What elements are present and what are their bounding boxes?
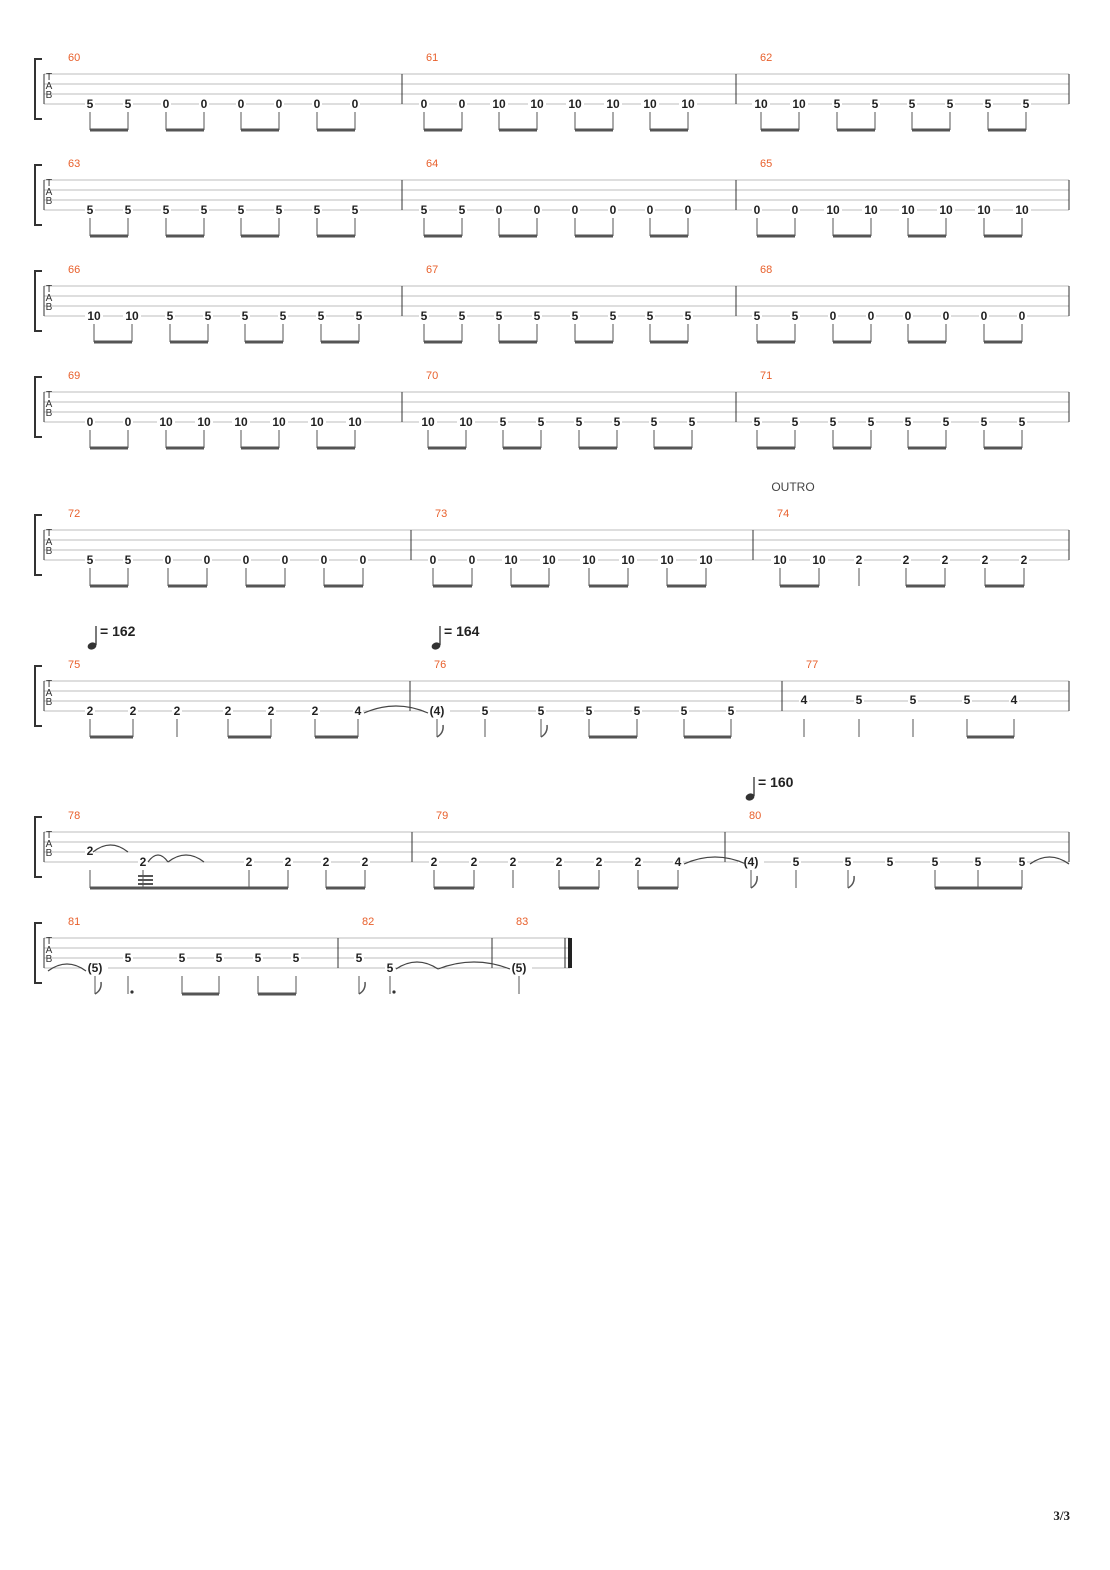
tab-clef-letter: A	[45, 399, 53, 410]
fret-number: 5	[124, 203, 132, 217]
fret-number: 10	[272, 415, 286, 429]
tempo-value: = 160	[758, 774, 794, 790]
measure-number: 67	[426, 264, 439, 276]
system-bracket	[35, 59, 42, 119]
fret-number: 10	[530, 97, 544, 111]
fret-number: 0	[164, 553, 172, 567]
fret-number: 5	[124, 951, 132, 965]
fret-number: 5	[1018, 415, 1026, 429]
measure-number: 83	[516, 916, 529, 928]
tab-clef-letter: A	[45, 81, 53, 92]
fret-number: 0	[351, 97, 359, 111]
tab-system	[35, 659, 1069, 737]
system-bracket	[35, 271, 42, 331]
measure-number: 61	[426, 52, 439, 64]
fret-number: 0	[684, 203, 692, 217]
fret-number: 0	[237, 97, 245, 111]
measure-number: 66	[68, 264, 81, 276]
fret-number: 2	[139, 855, 147, 869]
fret-number: 2	[284, 855, 292, 869]
fret-number: 2	[509, 855, 517, 869]
fret-number: 0	[533, 203, 541, 217]
fret-number: 5	[420, 309, 428, 323]
fret-number: 0	[242, 553, 250, 567]
fret-number: 5	[166, 309, 174, 323]
fret-number: 0	[609, 203, 617, 217]
measure-number: 75	[68, 659, 81, 671]
fret-number: 5	[680, 704, 688, 718]
fret-number: 0	[313, 97, 321, 111]
tie	[684, 857, 746, 864]
tie	[93, 845, 128, 852]
tab-clef-letter: A	[45, 839, 53, 850]
fret-number: 0	[791, 203, 799, 217]
section-label: OUTRO	[771, 480, 815, 494]
tab-system	[35, 52, 1069, 130]
fret-number: 10	[582, 553, 596, 567]
tab-clef-letter: A	[45, 187, 53, 198]
fret-number: 5	[124, 97, 132, 111]
measure-number: 63	[68, 158, 81, 170]
tab-clef-letter: B	[45, 90, 53, 101]
system-bracket	[35, 817, 42, 877]
fret-number: 4	[354, 704, 362, 718]
fret-number: 5	[317, 309, 325, 323]
fret-number: 5	[946, 97, 954, 111]
fret-number: 10	[754, 97, 768, 111]
tab-clef-letter: A	[45, 537, 53, 548]
fret-number: 5	[792, 855, 800, 869]
measure-number: 80	[749, 810, 762, 822]
tab-clef-letter: B	[45, 196, 53, 207]
fret-number: 5	[178, 951, 186, 965]
fret-number: 0	[275, 97, 283, 111]
measure-number: 79	[436, 810, 449, 822]
fret-number: 2	[1020, 553, 1028, 567]
fret-number: 10	[939, 203, 953, 217]
fret-number: 5	[215, 951, 223, 965]
fret-number: 2	[430, 855, 438, 869]
tie	[168, 855, 204, 862]
page-number: 3/3	[1053, 1508, 1070, 1523]
fret-number: 2	[634, 855, 642, 869]
system-bracket	[35, 377, 42, 437]
fret-number: 5	[844, 855, 852, 869]
fret-number: 10	[504, 553, 518, 567]
measure-number: 78	[68, 810, 81, 822]
tab-clef-letter: T	[45, 284, 53, 295]
measure-number: 73	[435, 508, 448, 520]
fret-number: 0	[1018, 309, 1026, 323]
fret-number: 5	[495, 309, 503, 323]
fret-number: 0	[571, 203, 579, 217]
fret-number: 5	[886, 855, 894, 869]
fret-number: 5	[791, 415, 799, 429]
fret-number: 10	[310, 415, 324, 429]
fret-number: 5	[633, 704, 641, 718]
fret-number: 5	[753, 309, 761, 323]
system-bracket	[35, 666, 42, 726]
fret-number: 5	[86, 553, 94, 567]
note-flag	[751, 876, 757, 888]
tab-clef-letter: B	[45, 546, 53, 557]
fret-number: 5	[420, 203, 428, 217]
tab-clef-letter: A	[45, 945, 53, 956]
fret-number: 5	[867, 415, 875, 429]
fret-number: 0	[124, 415, 132, 429]
fret-number: 10	[901, 203, 915, 217]
fret-number: (5)	[87, 961, 103, 975]
dot	[392, 990, 395, 993]
fret-number: 5	[458, 309, 466, 323]
fret-number: 5	[275, 203, 283, 217]
fret-number: 5	[162, 203, 170, 217]
fret-number: 5	[984, 97, 992, 111]
fret-number: 0	[904, 309, 912, 323]
fret-number: 5	[791, 309, 799, 323]
tab-clef-letter: T	[45, 830, 53, 841]
fret-number: 5	[980, 415, 988, 429]
fret-number: 5	[292, 951, 300, 965]
tab-clef-letter: B	[45, 408, 53, 419]
tab-clef-letter: B	[45, 697, 53, 708]
tempo-value: = 164	[444, 623, 480, 639]
fret-number: 2	[86, 844, 94, 858]
tab-clef-letter: T	[45, 528, 53, 539]
measure-number: 74	[777, 508, 790, 520]
tab-clef-letter: B	[45, 848, 53, 859]
measure-number: 76	[434, 659, 447, 671]
measure-number: 65	[760, 158, 773, 170]
fret-number: 0	[495, 203, 503, 217]
fret-number: 5	[909, 693, 917, 707]
system-bracket	[35, 515, 42, 575]
measure-number: 81	[68, 916, 81, 928]
fret-number: 2	[322, 855, 330, 869]
dot	[130, 990, 133, 993]
note-flag	[359, 982, 365, 994]
tab-clef-letter: T	[45, 72, 53, 83]
tab-clef-letter: A	[45, 688, 53, 699]
fret-number: 0	[980, 309, 988, 323]
tab-clef-letter: B	[45, 302, 53, 313]
tab-clef-letter: T	[45, 178, 53, 189]
fret-number: 5	[753, 415, 761, 429]
fret-number: 5	[871, 97, 879, 111]
fret-number: 0	[86, 415, 94, 429]
fret-number: 0	[359, 553, 367, 567]
fret-number: 5	[963, 693, 971, 707]
fret-number: 4	[674, 855, 682, 869]
tab-clef-letter: T	[45, 936, 53, 947]
fret-number: 5	[386, 961, 394, 975]
tab-clef-letter: A	[45, 293, 53, 304]
fret-number: 0	[281, 553, 289, 567]
fret-number: 10	[864, 203, 878, 217]
fret-number: 0	[200, 97, 208, 111]
fret-number: 10	[826, 203, 840, 217]
fret-number: 10	[699, 553, 713, 567]
fret-number: 5	[609, 309, 617, 323]
fret-number: 5	[204, 309, 212, 323]
fret-number: 10	[606, 97, 620, 111]
fret-number: 5	[537, 415, 545, 429]
fret-number: 0	[468, 553, 476, 567]
fret-number: 5	[124, 553, 132, 567]
fret-number: 5	[313, 203, 321, 217]
fret-number: 5	[646, 309, 654, 323]
fret-number: 5	[1018, 855, 1026, 869]
tab-system	[35, 916, 570, 994]
fret-number: 5	[537, 704, 545, 718]
fret-number: 0	[162, 97, 170, 111]
fret-number: 5	[355, 309, 363, 323]
fret-number: 5	[585, 704, 593, 718]
fret-number: 2	[555, 855, 563, 869]
fret-number: 10	[681, 97, 695, 111]
fret-number: 10	[621, 553, 635, 567]
fret-number: 2	[470, 855, 478, 869]
fret-number: 4	[1010, 693, 1018, 707]
fret-number: 10	[125, 309, 139, 323]
fret-number: 5	[200, 203, 208, 217]
fret-number: 0	[203, 553, 211, 567]
tab-clef-letter: T	[45, 679, 53, 690]
measure-number: 70	[426, 370, 439, 382]
fret-number: 10	[234, 415, 248, 429]
fret-number: 5	[458, 203, 466, 217]
tab-system	[35, 370, 1069, 448]
fret-number: 10	[542, 553, 556, 567]
fret-number: (5)	[511, 961, 527, 975]
tab-clef-letter: T	[45, 390, 53, 401]
fret-number: 10	[87, 309, 101, 323]
measure-number: 72	[68, 508, 81, 520]
fret-number: 5	[351, 203, 359, 217]
fret-number: 5	[86, 203, 94, 217]
fret-number: 5	[684, 309, 692, 323]
fret-number: 10	[348, 415, 362, 429]
fret-number: (4)	[743, 855, 759, 869]
fret-number: 5	[533, 309, 541, 323]
fret-number: 10	[1015, 203, 1029, 217]
measure-number: 82	[362, 916, 375, 928]
fret-number: 5	[727, 704, 735, 718]
fret-number: 10	[159, 415, 173, 429]
measure-number: 77	[806, 659, 819, 671]
tab-system	[35, 810, 1069, 888]
fret-number: 4	[800, 693, 808, 707]
tie	[148, 855, 168, 862]
fret-number: 5	[86, 97, 94, 111]
fret-number: 5	[855, 693, 863, 707]
fret-number: 2	[224, 704, 232, 718]
system-bracket	[35, 923, 42, 983]
fret-number: 2	[86, 704, 94, 718]
fret-number: 5	[650, 415, 658, 429]
measure-number: 64	[426, 158, 439, 170]
fret-number: 5	[688, 415, 696, 429]
fret-number: 10	[568, 97, 582, 111]
fret-number: 5	[613, 415, 621, 429]
fret-number: 0	[646, 203, 654, 217]
fret-number: 5	[833, 97, 841, 111]
measure-number: 71	[760, 370, 773, 382]
note-flag	[437, 725, 443, 737]
measure-number: 68	[760, 264, 773, 276]
fret-number: 5	[908, 97, 916, 111]
tempo-value: = 162	[100, 623, 136, 639]
fret-number: 5	[279, 309, 287, 323]
fret-number: 2	[981, 553, 989, 567]
tab-system	[35, 508, 1069, 586]
fret-number: 10	[459, 415, 473, 429]
fret-number: 10	[792, 97, 806, 111]
fret-number: 0	[420, 97, 428, 111]
tab-system	[35, 158, 1069, 236]
tie	[364, 706, 428, 713]
fret-number: 5	[942, 415, 950, 429]
fret-number: 5	[481, 704, 489, 718]
note-flag	[848, 876, 854, 888]
tab-clef-letter: B	[45, 954, 53, 965]
fret-number: 5	[355, 951, 363, 965]
fret-number: 10	[660, 553, 674, 567]
note-flag	[95, 982, 101, 994]
fret-number: 0	[320, 553, 328, 567]
measure-number: 62	[760, 52, 773, 64]
fret-number: 2	[855, 553, 863, 567]
fret-number: 10	[643, 97, 657, 111]
fret-number: (4)	[429, 704, 445, 718]
fret-number: 0	[942, 309, 950, 323]
fret-number: 2	[902, 553, 910, 567]
fret-number: 2	[129, 704, 137, 718]
fret-number: 5	[1022, 97, 1030, 111]
fret-number: 5	[241, 309, 249, 323]
fret-number: 5	[571, 309, 579, 323]
fret-number: 0	[753, 203, 761, 217]
fret-number: 2	[361, 855, 369, 869]
fret-number: 10	[492, 97, 506, 111]
fret-number: 5	[974, 855, 982, 869]
fret-number: 2	[267, 704, 275, 718]
fret-number: 10	[197, 415, 211, 429]
fret-number: 5	[254, 951, 262, 965]
fret-number: 10	[773, 553, 787, 567]
fret-number: 0	[867, 309, 875, 323]
fret-number: 5	[829, 415, 837, 429]
fret-number: 10	[812, 553, 826, 567]
fret-number: 10	[421, 415, 435, 429]
fret-number: 5	[499, 415, 507, 429]
fret-number: 10	[977, 203, 991, 217]
fret-number: 0	[429, 553, 437, 567]
measure-number: 69	[68, 370, 81, 382]
fret-number: 5	[575, 415, 583, 429]
fret-number: 2	[941, 553, 949, 567]
fret-number: 5	[904, 415, 912, 429]
tie	[1030, 857, 1069, 864]
system-bracket	[35, 165, 42, 225]
fret-number: 5	[931, 855, 939, 869]
fret-number: 5	[237, 203, 245, 217]
fret-number: 0	[458, 97, 466, 111]
tab-system	[35, 264, 1069, 342]
note-flag	[541, 725, 547, 737]
fret-number: 2	[173, 704, 181, 718]
measure-number: 60	[68, 52, 81, 64]
fret-number: 2	[595, 855, 603, 869]
fret-number: 0	[829, 309, 837, 323]
fret-number: 2	[311, 704, 319, 718]
fret-number: 2	[245, 855, 253, 869]
